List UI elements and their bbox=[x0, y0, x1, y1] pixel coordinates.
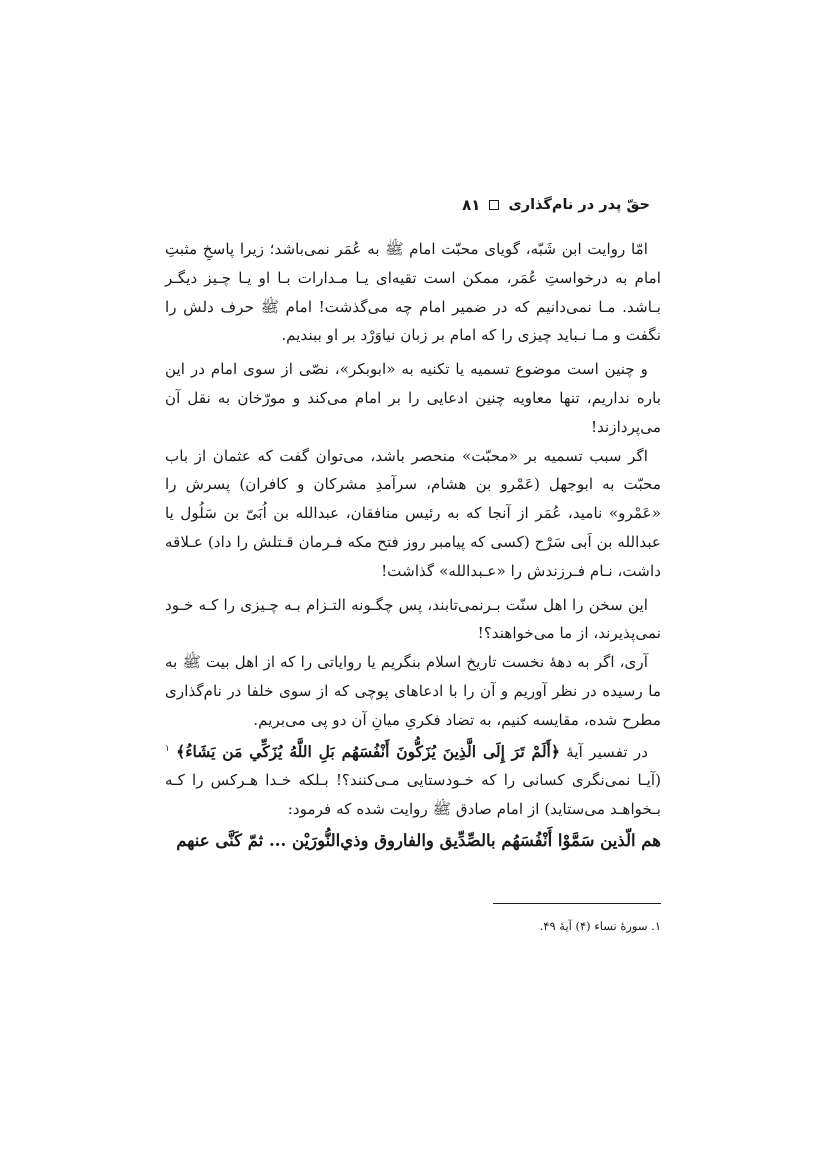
square-separator-icon bbox=[489, 200, 499, 210]
paragraph-4: این سخن را اهل سنّت بـرنمی‌تابند، پس چگـونه التـزام بـه چـیزی را کـه خـود نمی‌پذیرند، از ما می‌خواهند؟! bbox=[165, 595, 661, 643]
arabic-quote: هم الّذين سَمَّوْا أَنْفُسَهُم بالصِّدِّيق والفاروق وذي‌النُّورَيْن ... ثمّ كَنَّى عنهم bbox=[176, 831, 661, 850]
footnote-divider bbox=[493, 903, 661, 904]
tafsir-lead: در تفسیر آیهٔ bbox=[566, 742, 649, 761]
chapter-title: حقّ پدر در نام‌گذاری bbox=[508, 197, 650, 213]
paragraph-1: امّا روایت ابن شَبّه، گویای محبّت امام ﷺ به عُمَر نمی‌باشد؛ زیرا پاسخِ مثبتِ امام به درخواستِ عُمَر، ممکن است تقیه‌ای یـا مـدارات بـا او یـا چـیز دیگـر بـاشد. مـا نمی‌دانیم که در ضمیر امام چه می‌گذشت! امام ﷺ حرف دلش را نگفت و مـا نـباید چیزی را که امام بر زبان نیاوَرْد بر او ببندیم. bbox=[165, 240, 661, 345]
paragraph-tafsir bbox=[165, 735, 661, 824]
paragraph-2: و چنین است موضوع تسمیه یا تکنیه به «ابوبکر»، نصّی از سوی امام در این باره نداریم، تنها معاویه چنین ادعایی را بر امام می‌کند و مورّخان به نقل آن می‌پردازند! bbox=[165, 360, 661, 436]
footnote: ۱. سورهٔ نساء (۴) آیهٔ ۴۹. bbox=[539, 919, 661, 933]
tafsir-rest: (آیـا نمی‌نگری کسانی را که خـودستایی مـی‌کنند؟! بـلکه خـدا هـرکس را کـه بـخواهـد می‌ستاید) از امام صادق ﷺ روایت شده که فرمود: bbox=[165, 771, 661, 819]
body-text bbox=[165, 235, 661, 856]
quran-verse: ﴿أَلَمْ تَرَ إِلَى الَّذِينَ يُزَكُّونَ أَنْفُسَهُم بَلِ اللَّهُ يُزَكِّي مَن يَشَاءُ﴾ bbox=[176, 741, 560, 761]
paragraph-3: اگر سبب تسمیه بر «محبّت» منحصر باشد، می‌توان گفت که عثمان از باب محبّت به ابوجهل (عَمْرو بن هشام، سرآمدِ مشرکان و کافران) پسرش را «عَمْرو» نامید، عُمَر از آنجا که به رئیس منافقان، عبدالله بن اُبَیّ بن سَلُول یا عبدالله بن اَبی سَرْح (کسی که پیامبر روز فتح مکه فـرمان قـتلش را داد) عـلاقه داشت، نـام فـرزندش را «عـبدالله» گذاشت! bbox=[165, 446, 661, 580]
footnote-marker: ۱ bbox=[165, 743, 170, 754]
running-header bbox=[150, 193, 650, 217]
page-number: ۸۱ bbox=[462, 196, 481, 214]
paragraph-5: آری، اگر به دههٔ نخست تاریخ اسلام بنگریم یا روایاتی را که از اهل بیت ﷺ به ما رسیده در نظر آوریم و آن را با ادعاهای پوچی که از سوی خلفا در نام‌گذاری مطرح شده، مقایسه کنیم، به تضاد فکریِ میانِ آن دو پی می‌بریم. bbox=[165, 653, 661, 729]
